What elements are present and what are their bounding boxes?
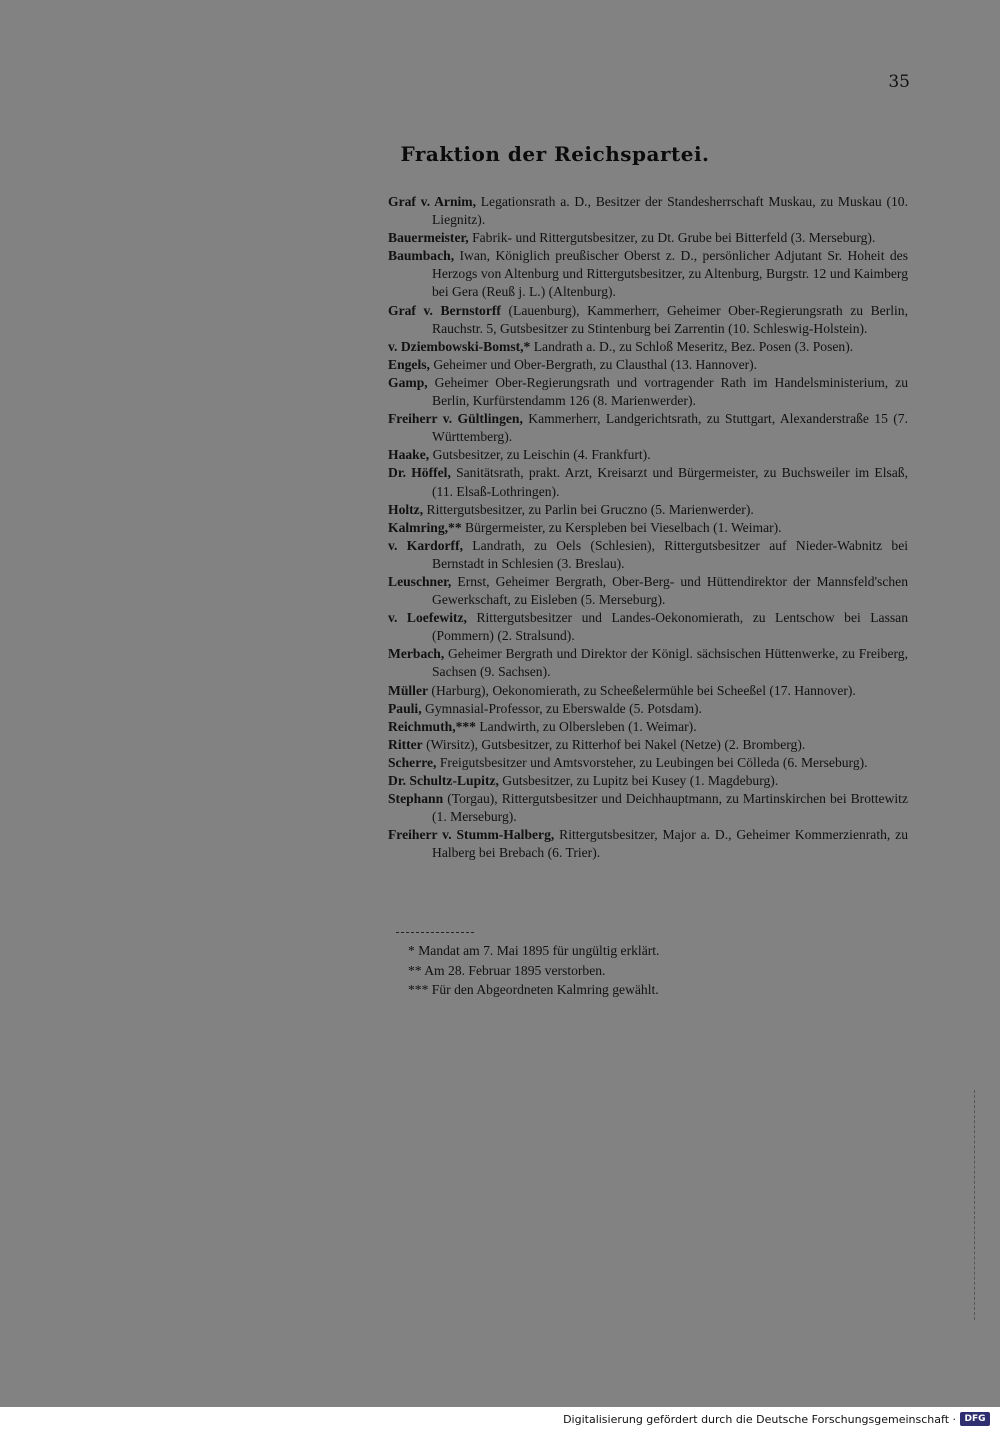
member-name: Dr. Schultz-Lupitz, — [388, 773, 499, 788]
member-name: Dr. Höffel, — [388, 465, 451, 481]
list-item — [388, 464, 908, 500]
list-item — [388, 302, 908, 338]
member-details: Ernst, Geheimer Bergrath, Ober-Berg- und Hüttendirektor der Mannsfeld'schen Gewerkschaft, zu Eisleben (5. Merseburg). — [432, 573, 908, 608]
member-name: Baumbach, — [388, 248, 455, 264]
member-details: Fabrik- und Rittergutsbesitzer, zu Dt. Grube bei Bitterfeld (3. Merseburg). — [468, 230, 876, 246]
member-details: (Harburg), Oekonomierath, zu Scheeßelermühle bei Scheeßel (17. Hannover). — [428, 682, 856, 698]
member-name: Freiherr v. Gültlingen, — [388, 411, 523, 427]
member-name: Freiherr v. Stumm-Halberg, — [388, 827, 555, 843]
footer-credit: Digitalisierung gefördert durch die Deutsche Forschungsgemeinschaft · — [563, 1413, 956, 1426]
page-number: 35 — [888, 72, 910, 92]
member-name: Haake, — [388, 447, 430, 463]
member-name: Müller — [388, 682, 429, 698]
footnotes — [408, 941, 888, 1000]
footer-bar — [0, 1407, 1000, 1432]
scan-edge-marks — [974, 1090, 978, 1320]
member-details: Freigutsbesitzer und Amtsvorsteher, zu Leubingen bei Cölleda (6. Merseburg). — [436, 754, 868, 770]
member-name: Stephann — [388, 791, 444, 807]
member-details: Rittergutsbesitzer, zu Parlin bei Gruczno (5. Marienwerder). — [423, 501, 754, 517]
member-details: Bürgermeister, zu Kerspleben bei Vieselbach (1. Weimar). — [461, 519, 782, 535]
member-name: Ritter — [388, 736, 423, 752]
member-name: v. Dziembowski-Bomst,* — [388, 338, 531, 354]
member-name: v. Kardorff, — [388, 537, 463, 553]
list-item — [388, 356, 908, 374]
list-item — [388, 754, 908, 772]
list-item — [388, 736, 908, 754]
member-list — [388, 193, 908, 862]
member-name: Leuschner, — [388, 573, 452, 589]
member-details: Kammerherr, Landgerichtsrath, zu Stuttgart, Alexanderstraße 15 (7. Württemberg). — [432, 411, 909, 445]
member-details: Landrath, zu Oels (Schlesien), Rittergutsbesitzer auf Nieder-Wabnitz bei Bernstadt in Schlesien (3. Breslau). — [432, 537, 908, 571]
list-item — [388, 193, 908, 229]
member-name: v. Loefewitz, — [388, 610, 467, 626]
list-item — [388, 573, 908, 609]
list-item — [388, 718, 908, 736]
member-details: (Torgau), Rittergutsbesitzer und Deichhauptmann, zu Martinskirchen bei Brottewitz (1. Merseburg). — [432, 791, 908, 825]
footnote: ** Am 28. Februar 1895 verstorben. — [408, 962, 606, 978]
member-name: Kalmring,** — [388, 519, 462, 535]
list-item — [388, 374, 908, 410]
member-name: Engels, — [388, 356, 430, 372]
member-details: Geheimer und Ober-Bergrath, zu Clausthal (13. Hannover). — [429, 356, 758, 372]
member-details: Landwirth, zu Olbersleben (1. Weimar). — [475, 718, 697, 734]
member-details: Gutsbesitzer, zu Leischin (4. Frankfurt). — [429, 447, 651, 463]
member-name: Gamp, — [388, 374, 428, 390]
list-item — [388, 519, 908, 537]
footnote: * Mandat am 7. Mai 1895 für ungültig erklärt. — [408, 943, 660, 958]
member-name: Graf v. Arnim, — [388, 194, 476, 209]
member-details: Geheimer Bergrath und Direktor der Königl. sächsischen Hüttenwerke, zu Freiberg, Sachsen (9. Sachsen). — [432, 646, 908, 680]
member-details: Gutsbesitzer, zu Lupitz bei Kusey (1. Magdeburg). — [498, 773, 779, 788]
list-item — [388, 772, 908, 790]
list-item — [388, 826, 908, 862]
member-name: Bauermeister, — [388, 230, 469, 246]
member-name: Pauli, — [388, 700, 422, 716]
member-name: Scherre, — [388, 754, 437, 770]
list-item — [388, 410, 908, 446]
member-details: (Wirsitz), Gutsbesitzer, zu Ritterhof bei Nakel (Netze) (2. Bromberg). — [422, 736, 806, 752]
member-name: Reichmuth,*** — [388, 718, 476, 734]
member-name: Graf v. Bernstorff — [388, 302, 501, 318]
member-details: Rittergutsbesitzer, Major a. D., Geheimer Kommerzienrath, zu Halberg bei Brebach (6. Trier). — [432, 827, 908, 861]
list-item — [388, 247, 908, 301]
member-name: Merbach, — [388, 646, 445, 662]
footnote-rule — [396, 932, 474, 933]
footnote: *** Für den Abgeordneten Kalmring gewählt. — [408, 982, 659, 997]
member-details: Iwan, Königlich preußischer Oberst z. D., persönlicher Adjutant Sr. Hoheit des Herzogs von Altenburg und Rittergutsbesitzer, zu Altenburg, Burgstr. 12 und Kaimberg bei Gera (Reuß j. L.) (Altenburg). — [432, 248, 908, 300]
member-name: Holtz, — [388, 501, 424, 517]
member-details: Sanitätsrath, prakt. Arzt, Kreisarzt und Bürgermeister, zu Buchsweiler im Elsaß, (11. Elsaß-Lothringen). — [432, 465, 908, 499]
list-item — [388, 645, 908, 681]
list-item — [388, 446, 908, 464]
member-details: Landrath a. D., zu Schloß Meseritz, Bez. Posen (3. Posen). — [530, 338, 854, 354]
member-details: Rittergutsbesitzer und Landes-Oekonomierath, zu Lentschow bei Lassan (Pommern) (2. Stralsund). — [432, 610, 908, 644]
list-item — [388, 790, 908, 826]
member-details: Geheimer Ober-Regierungsrath und vortragender Rath im Handelsministerium, zu Berlin, Kurfürstendamm 126 (8. Marienwerder). — [427, 374, 908, 409]
dfg-logo-icon: DFG — [960, 1412, 990, 1426]
list-item — [388, 609, 908, 645]
page-heading: Fraktion der Reichspartei. — [400, 142, 710, 166]
list-item — [388, 537, 908, 573]
list-item — [388, 501, 908, 519]
list-item — [388, 338, 908, 356]
list-item — [388, 229, 908, 247]
member-details: Legationsrath a. D., Besitzer der Standesherrschaft Muskau, zu Muskau (10. Liegnitz). — [432, 194, 908, 228]
member-details: (Lauenburg), Kammerherr, Geheimer Ober-Regierungsrath zu Berlin, Rauchstr. 5, Gutsbesitzer zu Stintenburg bei Zarrentin (10. Schleswig-Holstein). — [432, 302, 908, 336]
list-item — [388, 700, 908, 718]
member-details: Gymnasial-Professor, zu Eberswalde (5. Potsdam). — [421, 700, 702, 716]
list-item — [388, 682, 908, 700]
